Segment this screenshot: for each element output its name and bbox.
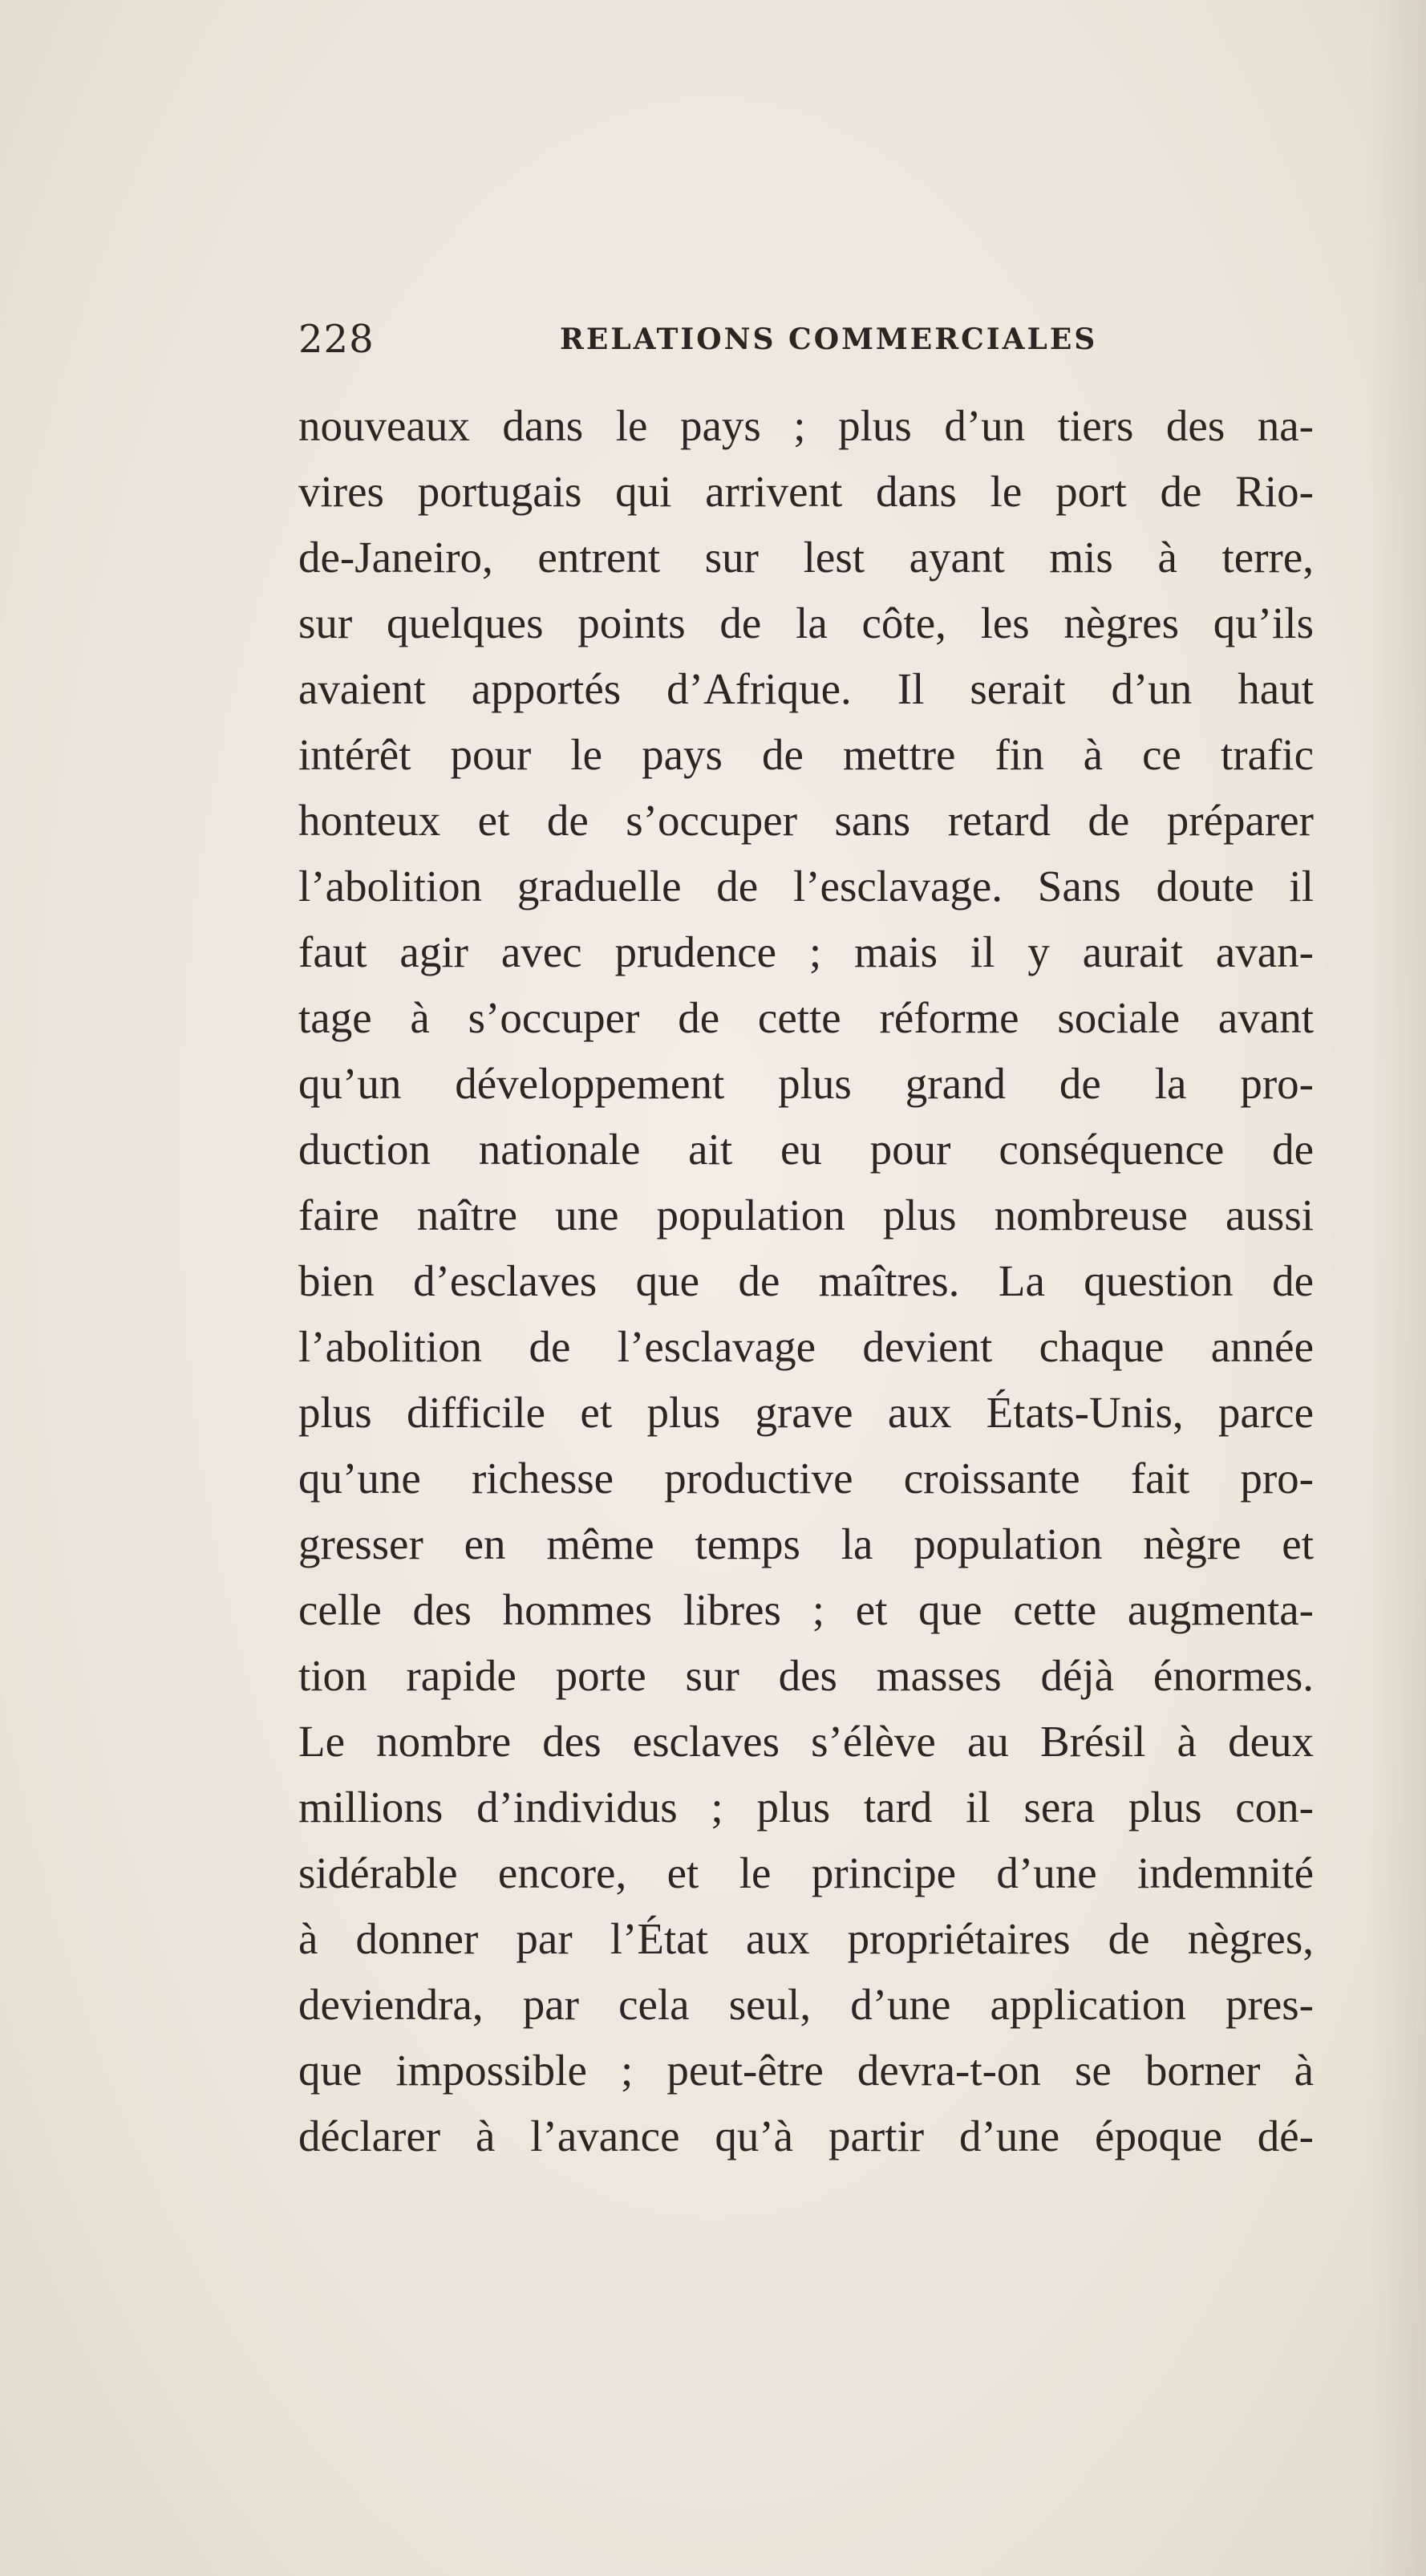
text-line: tion rapide porte sur des masses déjà énormes. bbox=[298, 1651, 1314, 1700]
text-line: faut agir avec prudence ; mais il y aurait avan- bbox=[298, 927, 1314, 976]
text-line: bien d’esclaves que de maîtres. La question de bbox=[298, 1256, 1314, 1305]
text-line: qu’une richesse productive croissante fait pro- bbox=[298, 1454, 1314, 1503]
text-line: que impossible ; peut-être devra-t-on se borner à bbox=[298, 2046, 1314, 2095]
text-line: vires portugais qui arrivent dans le port de Rio- bbox=[298, 467, 1314, 516]
text-line: intérêt pour le pays de mettre fin à ce trafic bbox=[298, 730, 1314, 779]
page-number: 228 bbox=[298, 317, 375, 362]
text-line: duction nationale ait eu pour conséquence de bbox=[298, 1125, 1314, 1174]
text-line: honteux et de s’occuper sans retard de préparer bbox=[298, 796, 1314, 845]
text-line: celle des hommes libres ; et que cette augmenta- bbox=[298, 1585, 1314, 1634]
text-line: nouveaux dans le pays ; plus d’un tiers des na- bbox=[298, 401, 1314, 450]
text-line: sur quelques points de la côte, les nègres qu’ils bbox=[298, 598, 1314, 647]
text-line: avaient apportés d’Afrique. Il serait d’un haut bbox=[298, 664, 1314, 713]
text-line: deviendra, par cela seul, d’une application pres- bbox=[298, 1980, 1314, 2029]
text-line: l’abolition de l’esclavage devient chaque année bbox=[298, 1322, 1314, 1371]
text-line: déclarer à l’avance qu’à partir d’une époque dé- bbox=[298, 2112, 1314, 2160]
text-line: gresser en même temps la population nègre et bbox=[298, 1519, 1314, 1568]
text-line: l’abolition graduelle de l’esclavage. Sans doute il bbox=[298, 862, 1314, 911]
text-line: Le nombre des esclaves s’élève au Brésil à deux bbox=[298, 1717, 1314, 1766]
text-line: qu’un développement plus grand de la pro- bbox=[298, 1059, 1314, 1108]
body-text bbox=[298, 393, 1314, 2169]
text-line: faire naître une population plus nombreuse aussi bbox=[298, 1191, 1314, 1239]
text-line: à donner par l’État aux propriétaires de nègres, bbox=[298, 1914, 1314, 1963]
text-line: tage à s’occuper de cette réforme sociale avant bbox=[298, 993, 1314, 1042]
running-title: RELATIONS COMMERCIALES bbox=[560, 323, 1098, 356]
text-line: sidérable encore, et le principe d’une indemnité bbox=[298, 1848, 1314, 1897]
text-line: plus difficile et plus grave aux États-Unis, parce bbox=[298, 1388, 1314, 1437]
text-line: de-Janeiro, entrent sur lest ayant mis à terre, bbox=[298, 533, 1314, 582]
text-line: millions d’individus ; plus tard il sera plus con- bbox=[298, 1783, 1314, 1832]
running-head bbox=[298, 311, 1314, 367]
